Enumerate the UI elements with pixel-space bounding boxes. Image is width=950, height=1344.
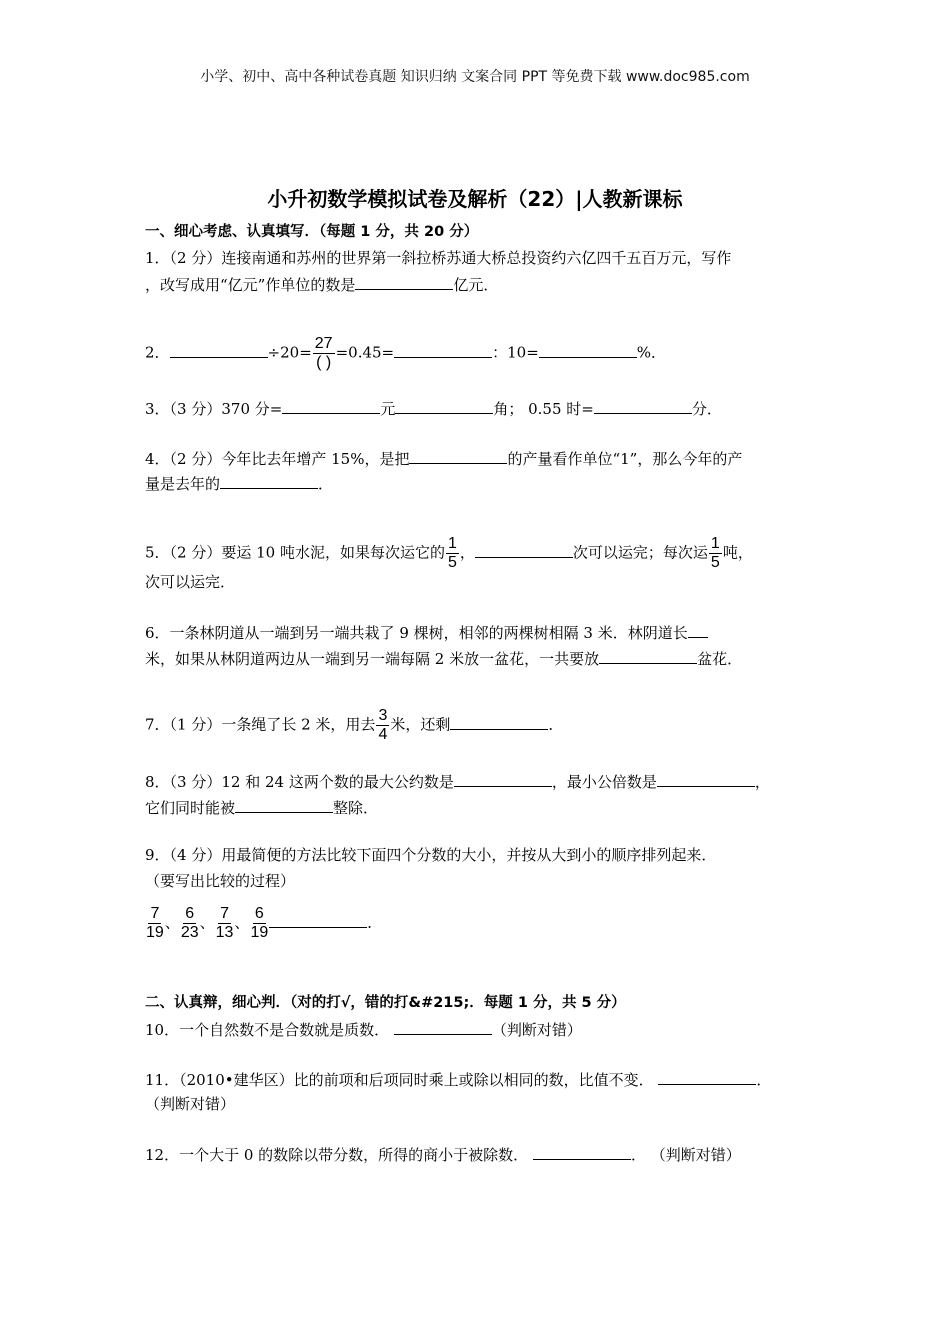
- text: 8．（3 分）12 和 24 这两个数的最大公约数是: [145, 773, 454, 791]
- text: 二、认真辩，细心判．（对的打√，错的打&#215;．每题 1 分，共 5 分）: [145, 995, 626, 1011]
- text: 的产量看作单位“1”，那么今年的产: [507, 450, 743, 468]
- fraction: [313, 335, 335, 372]
- text: 9．（4 分）用最简便的方法比较下面四个分数的大小，并按从大到小的顺序排列起来．: [145, 846, 717, 864]
- question-line: [145, 398, 722, 419]
- numerator: 6: [254, 905, 264, 922]
- numerator: 7: [150, 905, 160, 922]
- question-line: [145, 905, 382, 942]
- text: 次可以运完．: [145, 573, 236, 591]
- text: ．: [756, 1071, 772, 1089]
- denominator: 13: [215, 924, 234, 941]
- fraction: [216, 905, 234, 942]
- question-line: [145, 1069, 771, 1090]
- question-line: [145, 1144, 741, 1165]
- text: 一、细心考虑、认真填写．（每题 1 分，共 20 分）: [145, 224, 479, 240]
- text: 整除．: [333, 799, 379, 817]
- text: 1．（2 分）连接南通和苏州的世界第一斜拉桥苏通大桥总投资约六亿四千五百万元，写作: [145, 249, 732, 267]
- text: 3．（3 分）370 分=: [145, 400, 283, 418]
- question-line: [145, 771, 770, 792]
- question-line: [145, 1019, 582, 1040]
- text: 次可以运完；每次运: [572, 543, 708, 562]
- answer-blank[interactable]: [450, 714, 548, 730]
- text: （要写出比较的过程）: [145, 872, 296, 890]
- text: ．: [548, 715, 564, 734]
- answer-blank[interactable]: [594, 398, 692, 414]
- question-line: [145, 448, 742, 469]
- fraction: [446, 535, 459, 572]
- text: 4．（2 分）今年比去年增产 15%，是把: [145, 450, 410, 468]
- answer-blank[interactable]: [475, 542, 573, 558]
- answer-blank[interactable]: [688, 622, 708, 638]
- answer-blank[interactable]: [539, 342, 637, 358]
- numerator: 6: [185, 905, 195, 922]
- denominator: 5: [710, 554, 720, 571]
- numerator: 7: [220, 905, 229, 922]
- question-line: [145, 707, 563, 744]
- text: 亿元．: [453, 276, 499, 294]
- text: 元: [380, 400, 396, 418]
- answer-blank[interactable]: [394, 1019, 492, 1035]
- answer-blank[interactable]: [235, 797, 333, 813]
- text: （判断对错）: [491, 1021, 582, 1039]
- question-line: [145, 335, 666, 372]
- text: ，最小公倍数是: [551, 773, 657, 791]
- denominator: 19: [250, 924, 269, 941]
- question-line: [145, 473, 333, 494]
- text: 12．一个大于 0 的数除以带分数，所得的商小于被除数．: [145, 1146, 533, 1164]
- text: 2．: [145, 343, 170, 362]
- answer-blank[interactable]: [282, 398, 380, 414]
- text: =0.45=: [335, 343, 395, 362]
- answer-blank[interactable]: [409, 448, 507, 464]
- text: ．: [318, 475, 334, 493]
- text: 、: [164, 913, 180, 932]
- text: ．: [367, 913, 383, 932]
- text: 7．（1 分）一条绳了长 2 米，用去: [145, 715, 376, 734]
- answer-blank[interactable]: [220, 473, 318, 489]
- numerator: 1: [447, 535, 457, 552]
- answer-blank[interactable]: [395, 398, 493, 414]
- answer-blank[interactable]: [658, 1069, 756, 1085]
- answer-blank[interactable]: [269, 912, 367, 928]
- text: （判断对错）: [145, 1095, 236, 1113]
- question-line: [145, 535, 753, 572]
- text: 它们同时能被: [145, 799, 236, 817]
- denominator: ( ): [316, 354, 332, 371]
- page-title: 小升初数学模拟试卷及解析（22）|人教新课标: [267, 187, 683, 211]
- text: %．: [636, 343, 667, 362]
- answer-blank[interactable]: [599, 648, 697, 664]
- text: 分．: [691, 400, 722, 418]
- text: 10．一个自然数不是合数就是质数．: [145, 1021, 394, 1039]
- question-line: [145, 648, 742, 669]
- fraction: [709, 535, 722, 572]
- numerator: 27: [314, 335, 333, 352]
- text: 、: [234, 913, 250, 932]
- question-line: [145, 622, 708, 643]
- fraction: [376, 707, 389, 744]
- fraction: [250, 905, 268, 942]
- text: 、: [199, 913, 215, 932]
- text: ． （判断对错）: [630, 1146, 741, 1164]
- text: ，: [754, 773, 770, 791]
- text: 角； 0.55 时=: [493, 400, 594, 418]
- section-heading: [145, 993, 626, 1013]
- question-line: [145, 572, 235, 592]
- numerator: 1: [710, 535, 720, 552]
- text: 6．一条林阴道从一端到另一端共栽了 9 棵树，相邻的两棵树相隔 3 米．林阴道长: [145, 624, 688, 642]
- denominator: 23: [180, 924, 199, 941]
- fraction: [181, 905, 199, 942]
- answer-blank[interactable]: [394, 342, 492, 358]
- denominator: 19: [146, 924, 164, 941]
- text: 吨，: [722, 543, 753, 562]
- answer-blank[interactable]: [355, 274, 453, 290]
- numerator: 3: [378, 707, 388, 724]
- section-heading: [145, 222, 478, 242]
- text: 5．（2 分）要运 10 吨水泥，如果每次运它的: [145, 543, 445, 562]
- text: 11．（2010•建华区）比的前项和后项同时乘上或除以相同的数，比值不变．: [145, 1071, 659, 1089]
- text: ÷20=: [267, 343, 312, 362]
- fraction: [146, 905, 164, 942]
- question-line: [145, 871, 295, 891]
- question-line: [145, 248, 731, 268]
- answer-blank[interactable]: [657, 771, 755, 787]
- text: ：10=: [492, 343, 539, 362]
- answer-blank[interactable]: [533, 1144, 631, 1160]
- question-line: [145, 1094, 235, 1114]
- question-line: [145, 274, 498, 295]
- site-header: 小学、初中、高中各种试卷真题 知识归纳 文案合同 PPT 等免费下载 www.doc985.com: [200, 69, 750, 85]
- question-line: [145, 845, 716, 865]
- text: 米，还剩: [390, 715, 451, 734]
- text: ，: [459, 543, 475, 562]
- denominator: 4: [378, 726, 388, 743]
- denominator: 5: [447, 554, 457, 571]
- question-line: [145, 797, 378, 818]
- text: 量是去年的: [145, 475, 221, 493]
- answer-blank[interactable]: [454, 771, 552, 787]
- text: ，改写成用“亿元”作单位的数是: [145, 276, 356, 294]
- answer-blank[interactable]: [170, 342, 268, 358]
- text: 盆花．: [697, 650, 743, 668]
- text: 米，如果从林阴道两边从一端到另一端每隔 2 米放一盆花，一共要放: [145, 650, 600, 668]
